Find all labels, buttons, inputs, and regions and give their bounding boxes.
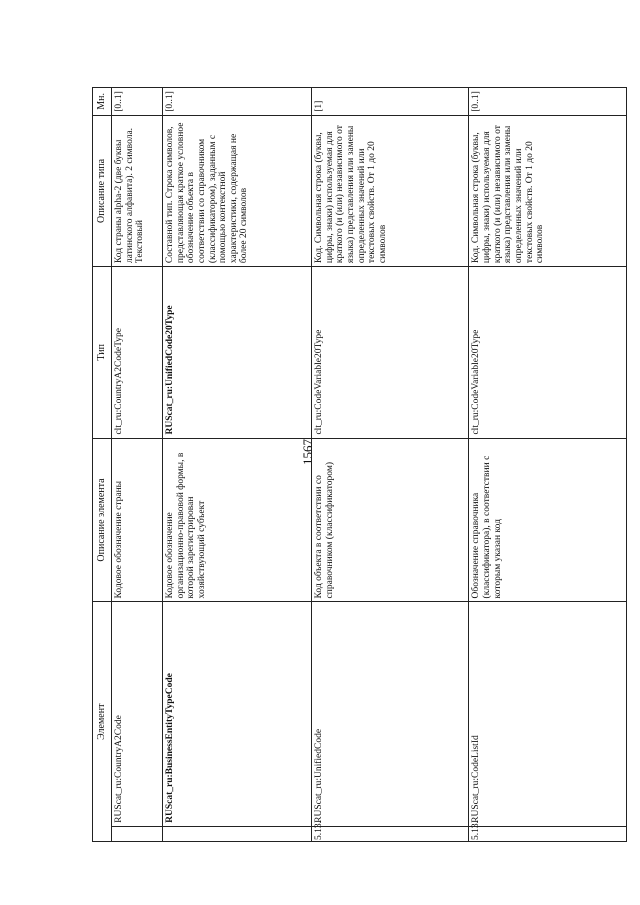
page-number: 1567: [300, 439, 315, 465]
table-row: [112, 88, 163, 842]
elements-table-container: [92, 87, 627, 842]
element-cell: RUScat_ru:CodeListId: [469, 602, 627, 826]
multiplicity-cell: [0..1]: [163, 88, 312, 116]
header-element: Элемент: [93, 602, 112, 842]
table-row: [312, 88, 469, 842]
multiplicity-cell: [1]: [312, 88, 469, 116]
type-description-cell: Код. Символьная строка (буквы, цифры, знаки) используемая для краткого (и (или) независимого от языка) представления или замены определенных значений или текстовых свойств. От 1 до 20 символов: [312, 115, 469, 266]
elements-table: [92, 87, 627, 842]
multiplicity-cell: [0..1]: [469, 88, 627, 116]
element-description-cell: Кодовое обозначение страны: [112, 438, 163, 602]
header-type: Тип: [93, 267, 112, 438]
element-cell: RUScat_ru:CountryA2Code: [112, 602, 163, 826]
row-number: 5.13.: [469, 826, 627, 841]
row-number: [163, 826, 312, 841]
row-number: 5.13.: [312, 826, 469, 841]
type-cell: clt_ru:CodeVariable20Type: [469, 267, 627, 438]
table-header-row: [93, 88, 112, 842]
element-cell: RUScat_ru:UnifiedCode: [312, 602, 469, 826]
type-description-cell: Код страны alpha-2 (две буквы латинского алфавита). 2 символа. Текстовый: [112, 115, 163, 266]
header-type-description: Описание типа: [93, 115, 112, 266]
header-element-description: Описание элемента: [93, 438, 112, 602]
type-cell: RUScat_ru:UnifiedCode20Type: [163, 267, 312, 438]
type-cell: clt_ru:CountryA2CodeType: [112, 267, 163, 438]
table-row: [469, 88, 627, 842]
element-description-cell: Код объекта в соответствии со справочником (классификатором): [312, 438, 469, 602]
type-description-cell: Код. Символьная строка (буквы, цифры, знаки) используемая для краткого (и (или) независимого от языка) представления или замены определенных значений или текстовых свойств. От 1 до 20 символов: [469, 115, 627, 266]
element-cell: RUScat_ru:BusinessEntityTypeCode: [163, 602, 312, 826]
type-cell: clt_ru:CodeVariable20Type: [312, 267, 469, 438]
row-number: [112, 826, 163, 841]
header-multiplicity: Мн.: [93, 88, 112, 116]
table-row: [163, 88, 312, 842]
multiplicity-cell: [0..1]: [112, 88, 163, 116]
type-description-cell: Составной тип. Строка символов, представляющая краткое условное обозначение объекта в соответствии со справочником (классификатором), заданным с помощью контекстной характеристики, содержащая не более 20 символов: [163, 115, 312, 266]
element-description-cell: Кодовое обозначение организационно-правовой формы, в которой зарегистрирован хозяйствующий субъект: [163, 438, 312, 602]
element-description-cell: Обозначение справочника (классификатора), в соответствии с которым указан код: [469, 438, 627, 602]
